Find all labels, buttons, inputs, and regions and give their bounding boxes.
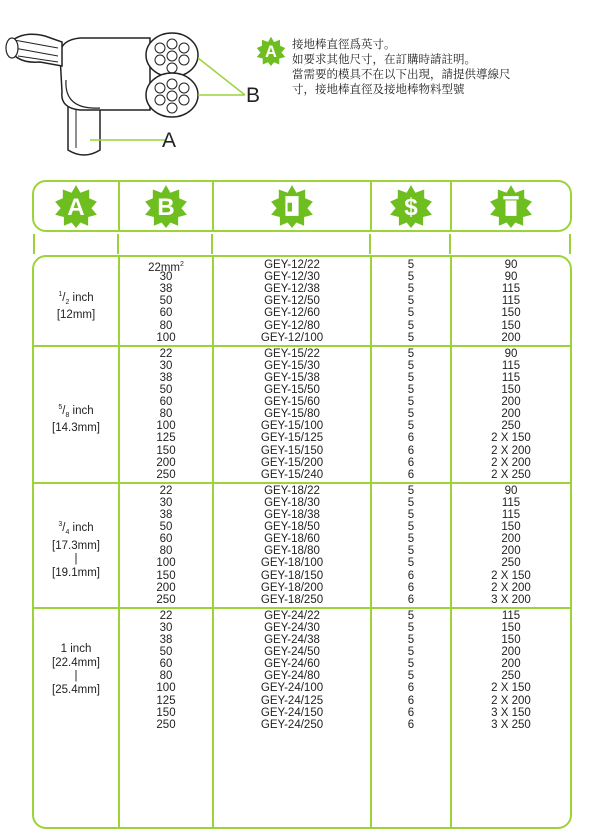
rod-label-line: [12mm] (56, 309, 96, 322)
header-connectors (32, 234, 572, 254)
mold-price-cell: 5 (407, 646, 415, 659)
mold-code-cell: GEY-24/50 (264, 646, 320, 659)
cable-size-cell: 60 (159, 396, 173, 409)
mold-code-cell: GEY-24/250 (260, 718, 324, 731)
mold-code-cell: GEY-15/30 (264, 359, 320, 372)
cable-size-cell: 60 (159, 533, 173, 546)
mold-code-cell: GEY-18/50 (264, 521, 320, 534)
mold-code-cell: GEY-18/60 (264, 533, 320, 546)
note-line: 寸，接地棒直徑及接地棒物料型號 (292, 82, 465, 96)
mold-code-cell: GEY-15/100 (260, 420, 324, 433)
mold-code-cell: GEY-24/100 (260, 682, 324, 695)
cartridge-size-cell: 150 (501, 621, 521, 634)
mold-price-cell: 6 (407, 593, 415, 606)
cartridge-size-cell: 115 (501, 509, 521, 521)
mold-code-cell: GEY-12/100 (260, 331, 324, 344)
left-conductor (6, 34, 62, 66)
cable-size-cell: 250 (156, 718, 176, 731)
cartridge-size-cell: 2 X 250 (491, 468, 531, 481)
mold-code-cell: GEY-15/240 (260, 468, 324, 481)
cartridge-size-cell: 200 (501, 331, 521, 344)
cable-size-cell: 125 (156, 694, 176, 707)
mold-price-cell: 6 (407, 706, 415, 719)
mold-price-cell: 6 (407, 581, 415, 594)
rod-diameter-label (34, 643, 118, 697)
mold-price-cell: 5 (407, 533, 415, 546)
mold-price-cell: 5 (407, 371, 415, 384)
mold-price-cell: 5 (407, 319, 415, 332)
rod-label-line: | (74, 670, 78, 683)
rod-diameter-label (34, 288, 118, 323)
mold-price-cell: 6 (407, 468, 415, 481)
mold-price-cell: 6 (407, 569, 415, 582)
cartridge-size-cell: 3 X 250 (491, 718, 531, 731)
table-row (34, 485, 570, 497)
mold-code-cell: GEY-24/30 (264, 621, 320, 634)
cartridge-size-cell: 150 (501, 384, 521, 396)
cartridge-size-cell: 115 (501, 496, 521, 509)
table-row (34, 457, 570, 469)
group-separator (34, 482, 570, 484)
mold-price-cell: 5 (407, 557, 415, 570)
cable-size-cell: 80 (159, 319, 173, 332)
mold-code-cell: GEY-18/200 (260, 581, 324, 594)
mold-price-cell: 5 (407, 384, 415, 396)
mold-price-cell: 5 (407, 331, 415, 344)
rod-diameter-label (34, 518, 118, 580)
mold-code-cell: GEY-24/38 (264, 634, 320, 646)
rod-label-line: 1 inch (60, 643, 92, 656)
table-row (34, 360, 570, 372)
ordering-note (292, 37, 597, 97)
a-badge-icon (256, 36, 286, 66)
cable-size-cell: 30 (159, 359, 173, 372)
mold-price-cell: 5 (407, 634, 415, 646)
mold-box-icon (270, 184, 314, 228)
cartridge-size-cell: 200 (501, 658, 521, 671)
mold-code-cell: GEY-15/22 (264, 347, 320, 360)
cartridge-size-cell: 150 (501, 521, 521, 534)
mold-price-cell: 5 (407, 609, 415, 622)
mold-price-cell: 6 (407, 432, 415, 445)
cartridge-size-cell: 150 (501, 319, 521, 332)
mold-price-cell: 5 (407, 521, 415, 534)
mold-code-cell: GEY-18/30 (264, 496, 320, 509)
mold-price-cell: 6 (407, 682, 415, 695)
rod-label-line: [17.3mm] (52, 539, 100, 552)
cable-size-cell: 100 (156, 682, 176, 695)
cartridge-size-cell: 250 (501, 557, 521, 570)
rod-label-line: $^5/_8$ inch (58, 403, 94, 419)
cartridge-size-cell: 2 X 150 (491, 432, 531, 445)
cartridge-size-cell: 200 (501, 396, 521, 409)
cable-size-cell: 250 (156, 468, 176, 481)
mold-price-cell: 6 (407, 444, 415, 457)
cartridge-size-cell: 200 (501, 533, 521, 546)
mold-code-cell: GEY-12/38 (264, 283, 320, 296)
cartridge-size-cell: 2 X 200 (491, 456, 531, 469)
mold-code-cell: GEY-12/60 (264, 307, 320, 320)
mold-code-cell: GEY-24/80 (264, 670, 320, 683)
group-separator (34, 607, 570, 609)
rod-label-line: [14.3mm] (52, 422, 100, 435)
cartridge-size-cell: 150 (501, 634, 521, 646)
mold-code-cell: GEY-15/38 (264, 371, 320, 384)
mold-price-cell: 5 (407, 484, 415, 497)
mold-price-cell: 5 (407, 359, 415, 372)
rod-label-line: [22.4mm] (52, 656, 100, 669)
connector-illustration (0, 0, 250, 160)
rod-label-line: $^1/_2$ inch (58, 290, 94, 306)
rod-label-line: | (74, 553, 78, 566)
table-row (34, 622, 570, 634)
note-line: 如要求其他尺寸，在訂購時請註明。 (292, 52, 476, 66)
mold-code-cell: GEY-18/80 (264, 545, 320, 558)
mold-code-cell: GEY-24/60 (264, 658, 320, 671)
cartridge-size-cell: 90 (504, 484, 518, 497)
mold-code-cell: GEY-12/22 (264, 259, 320, 271)
cartridge-size-cell: 115 (501, 609, 521, 622)
cartridge-size-cell: 200 (501, 408, 521, 421)
mold-code-cell: GEY-12/30 (264, 271, 320, 284)
cable-size-cell: 100 (156, 557, 176, 570)
note-line: 當需要的模具不在以下出現，請提供導線尺 (292, 67, 511, 81)
mold-price-cell: 5 (407, 271, 415, 284)
cartridge-size-cell: 2 X 200 (491, 444, 531, 457)
cartridge-size-cell: 2 X 200 (491, 581, 531, 594)
cable-size-cell: 150 (156, 569, 176, 582)
mold-price-cell: 5 (407, 420, 415, 433)
mold-code-cell: GEY-24/125 (260, 694, 324, 707)
svg-text:A: A (265, 43, 277, 61)
mold-code-cell: GEY-18/250 (260, 593, 324, 606)
mold-code-cell: GEY-15/60 (264, 396, 320, 409)
cartridge-size-cell: 115 (501, 283, 521, 296)
cartridge-size-cell: 150 (501, 307, 521, 320)
mold-price-cell: 5 (407, 408, 415, 421)
cable-size-cell: 100 (156, 420, 176, 433)
cable-size-cell: 250 (156, 593, 176, 606)
dollar-badge-icon (389, 184, 433, 228)
cartridge-size-cell: 90 (504, 347, 518, 360)
mold-price-cell: 5 (407, 509, 415, 521)
mold-price-cell: 5 (407, 283, 415, 296)
cable-size-cell: 38 (159, 509, 173, 521)
table-row (34, 497, 570, 509)
mold-price-cell: 5 (407, 347, 415, 360)
mold-price-cell: 5 (407, 545, 415, 558)
cartridge-size-cell: 115 (501, 371, 521, 384)
table-row (34, 582, 570, 594)
mold-code-cell: GEY-18/150 (260, 569, 324, 582)
cable-size-cell: 80 (159, 408, 173, 421)
rod-label-line: $^3/_4$ inch (58, 521, 94, 537)
cartridge-size-cell: 200 (501, 545, 521, 558)
table-row (34, 610, 570, 622)
cable-size-cell: 22 (159, 347, 173, 360)
mold-price-cell: 6 (407, 718, 415, 731)
cartridge-size-cell: 2 X 150 (491, 682, 531, 695)
cable-size-cell: 30 (159, 621, 173, 634)
mold-price-cell: 5 (407, 658, 415, 671)
label-b: B (246, 84, 261, 107)
cable-size-cell: 38 (159, 283, 173, 296)
mold-price-cell: 5 (407, 496, 415, 509)
cable-size-cell: 150 (156, 444, 176, 457)
table-row (34, 707, 570, 719)
mold-code-cell: GEY-15/200 (260, 456, 324, 469)
connector-body (60, 38, 150, 110)
table-row (34, 719, 570, 731)
mold-code-cell: GEY-12/50 (264, 295, 320, 308)
cartridge-size-cell: 115 (501, 359, 521, 372)
cartridge-size-cell: 250 (501, 420, 521, 433)
superscript: 2 (180, 261, 184, 268)
cable-size-cell: 30 (159, 496, 173, 509)
cartridge-size-cell: 115 (501, 295, 521, 308)
rod-diameter-label (34, 401, 118, 436)
top-conductor (146, 33, 198, 77)
table-row (34, 384, 570, 396)
cartridge-size-cell: 200 (501, 646, 521, 659)
cable-size-cell: 80 (159, 670, 173, 683)
table-header (32, 180, 572, 232)
cable-size-cell: 50 (159, 384, 173, 396)
header-col-cartridge (452, 182, 570, 230)
mold-price-cell: 5 (407, 396, 415, 409)
bottom-conductor (146, 73, 198, 117)
mold-code-cell: GEY-15/150 (260, 444, 324, 457)
mold-price-cell: 5 (407, 621, 415, 634)
a-badge-icon (54, 184, 98, 228)
mold-code-cell: GEY-18/38 (264, 509, 320, 521)
header-col-price (372, 182, 450, 230)
mold-code-cell: GEY-18/22 (264, 484, 320, 497)
svg-text:B: B (157, 193, 175, 221)
cartridge-size-cell: 2 X 200 (491, 694, 531, 707)
mold-code-cell: GEY-15/50 (264, 384, 320, 396)
cable-size-cell: 100 (156, 331, 176, 344)
mold-price-cell: 5 (407, 307, 415, 320)
cable-size-cell: 200 (156, 456, 176, 469)
cable-size-cell: 150 (156, 706, 176, 719)
mold-code-cell: GEY-12/80 (264, 319, 320, 332)
rod-label-line: [19.1mm] (52, 566, 100, 579)
table-row (34, 332, 570, 344)
mold-price-cell: 6 (407, 456, 415, 469)
mold-code-cell: GEY-24/150 (260, 706, 324, 719)
mold-price-cell: 6 (407, 694, 415, 707)
cable-size-cell: 50 (159, 646, 173, 659)
table-row (34, 259, 570, 274)
svg-text:A: A (67, 193, 85, 221)
table-row (34, 372, 570, 384)
cartridge-size-cell: 3 X 200 (491, 593, 531, 606)
b-badge-icon (144, 184, 188, 228)
table-row (34, 594, 570, 606)
cable-size-cell: 38 (159, 634, 173, 646)
table-row (34, 348, 570, 360)
table-row (34, 469, 570, 481)
table-body (32, 255, 572, 829)
cable-size-cell: 125 (156, 432, 176, 445)
cable-size-cell: 60 (159, 658, 173, 671)
table-row (34, 271, 570, 283)
cartridge-size-cell: 3 X 150 (491, 706, 531, 719)
note-line: 接地棒直徑爲英寸。 (292, 37, 396, 51)
cable-size-cell: 22 (159, 609, 173, 622)
mold-code-cell: GEY-24/22 (264, 609, 320, 622)
group-separator (34, 345, 570, 347)
table-row (34, 445, 570, 457)
cable-size-cell: 50 (159, 295, 173, 308)
cable-size-cell: 80 (159, 545, 173, 558)
cable-size-cell: 38 (159, 371, 173, 384)
cartridge-icon (489, 184, 533, 228)
mold-price-cell: 5 (407, 295, 415, 308)
cable-size-cell: $22mm^2$ (148, 261, 184, 274)
label-a: A (162, 129, 177, 152)
mold-code-cell: GEY-15/125 (260, 432, 324, 445)
svg-text:$: $ (404, 193, 418, 221)
header-col-b (120, 182, 212, 230)
cable-size-cell: 50 (159, 521, 173, 534)
mold-code-cell: GEY-15/80 (264, 408, 320, 421)
cable-size-cell: 30 (159, 271, 173, 284)
cartridge-size-cell: 90 (504, 259, 518, 271)
cable-size-cell: 22 (159, 484, 173, 497)
mold-price-cell: 5 (407, 670, 415, 683)
cartridge-size-cell: 250 (501, 670, 521, 683)
rod-label-line: [25.4mm] (52, 683, 100, 696)
cable-size-cell: 60 (159, 307, 173, 320)
mold-code-cell: GEY-18/100 (260, 557, 324, 570)
header-col-mold (214, 182, 370, 230)
mold-price-cell: 5 (407, 259, 415, 271)
cable-size-cell: 200 (156, 581, 176, 594)
cartridge-size-cell: 90 (504, 271, 518, 284)
cartridge-size-cell: 2 X 150 (491, 569, 531, 582)
header-col-a (34, 182, 118, 230)
